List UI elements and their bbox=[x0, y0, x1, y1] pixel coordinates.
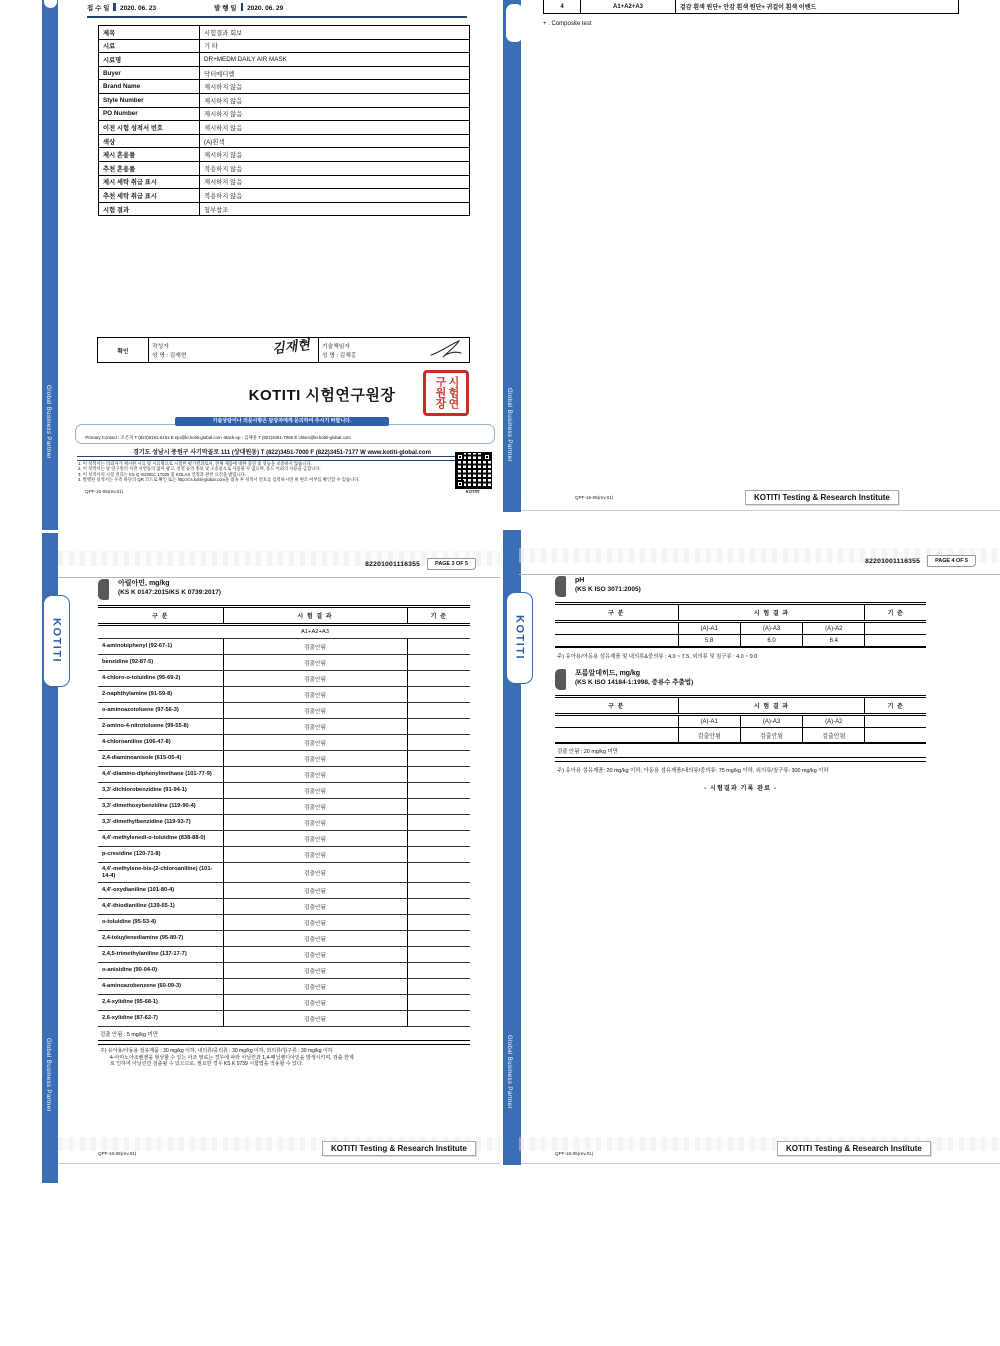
tech-cell bbox=[319, 338, 470, 363]
contact-banner: 기술상담이나 의문사항은 담당자에게 문의하여 주시기 바랍니다. bbox=[175, 417, 389, 426]
writer-signature: 김재현 bbox=[271, 337, 312, 358]
table-row bbox=[98, 639, 470, 655]
kotiti-logo-tab bbox=[43, 595, 70, 687]
table-row bbox=[98, 947, 470, 963]
info-label: 이전 시험 성적서 번호 bbox=[99, 121, 200, 135]
form-code: QPF-16-05(rev.01) bbox=[85, 489, 124, 494]
composite-test-note: + : Composite test bbox=[543, 21, 592, 27]
director-title: KOTITI 시험연구원장 bbox=[248, 387, 396, 404]
standard-cell bbox=[407, 751, 470, 767]
standard-cell bbox=[407, 831, 470, 847]
header-rule bbox=[519, 574, 1000, 575]
table-row bbox=[98, 863, 470, 883]
standard-cell bbox=[407, 687, 470, 703]
substance-name: 4,4'-thiodianiline (139-65-1) bbox=[98, 899, 223, 915]
info-label: 제시 혼용률 bbox=[99, 148, 200, 162]
standard-cell bbox=[407, 915, 470, 931]
test-result: 검출안됨 bbox=[223, 915, 407, 931]
sample-code: A1+A2+A3 bbox=[581, 0, 676, 14]
standard-cell bbox=[407, 883, 470, 899]
test-result: 검출안됨 bbox=[223, 931, 407, 947]
info-row bbox=[99, 134, 470, 148]
sample-desc: 겉감 흰색 원단+ 안감 흰색 원단+ 귀걸이 흰색 이밴드 bbox=[676, 0, 959, 14]
detection-limit-note: 검출 안됨 : 20 mg/kg 미만 bbox=[557, 749, 618, 755]
table-row bbox=[98, 703, 470, 719]
info-label: 추천 혼용률 bbox=[99, 161, 200, 175]
col-result: 시 험 결 과 bbox=[223, 607, 407, 625]
section-title: 아릴아민, mg/kg bbox=[118, 580, 170, 587]
standard-cell bbox=[407, 735, 470, 751]
blue-side-bar bbox=[503, 0, 521, 512]
col-standard: 기 준 bbox=[865, 604, 926, 622]
blue-side-bar bbox=[42, 0, 58, 530]
table-row bbox=[98, 719, 470, 735]
sample-list-table bbox=[543, 0, 959, 14]
test-result: 검출안됨 bbox=[223, 719, 407, 735]
section-marker bbox=[98, 579, 109, 600]
test-result: 검출안됨 bbox=[223, 979, 407, 995]
section-header bbox=[98, 579, 470, 600]
info-label: 시료 bbox=[99, 39, 200, 53]
qr-caption: KOTITI bbox=[465, 489, 480, 494]
footnote: 주) 유아용 섬유제품: 20 mg/kg 이하, 아동용 섬유제품/내의류/중의류: 75 mg/kg 이하, 외의류/침구류: 300 mg/kg 이하 bbox=[557, 768, 829, 774]
substance-name: 4,4'-oxydianiline (101-80-4) bbox=[98, 883, 223, 899]
receipt-date-value: 2020. 06. 23 bbox=[119, 5, 157, 12]
writer-role: 작성자 bbox=[152, 344, 169, 350]
test-result: 검출안됨 bbox=[223, 847, 407, 863]
test-result: 검출안됨 bbox=[803, 728, 865, 744]
qr-position-marker bbox=[456, 453, 464, 461]
substance-name: p-cresidine (120-71-8) bbox=[98, 847, 223, 863]
report-number: 82201001116355 bbox=[865, 557, 921, 565]
substance-name: 4-chloroaniline (106-47-8) bbox=[98, 735, 223, 751]
column-header-row bbox=[98, 607, 470, 625]
substance-name: o-toluidine (95-53-4) bbox=[98, 915, 223, 931]
info-value: 적용하지 않음 bbox=[200, 189, 470, 203]
tech-signature-scribble bbox=[429, 339, 463, 359]
qr-position-marker bbox=[483, 453, 491, 461]
test-result: 검출안됨 bbox=[223, 783, 407, 799]
date-line bbox=[87, 3, 283, 12]
standard-cell bbox=[407, 703, 470, 719]
table-row bbox=[98, 899, 470, 915]
notes-list bbox=[78, 461, 453, 482]
table-row bbox=[98, 995, 470, 1011]
info-label: 제시 세탁 취급 표시 bbox=[99, 175, 200, 189]
col-result: 시 험 결 과 bbox=[678, 604, 865, 622]
test-result: 검출안됨 bbox=[223, 815, 407, 831]
info-label: Style Number bbox=[99, 93, 200, 107]
global-business-partner-label: Global Business Partner bbox=[506, 388, 512, 462]
col-category: 구 분 bbox=[98, 607, 223, 625]
column-header-row bbox=[555, 604, 926, 622]
info-value: 제시하지 않음 bbox=[200, 107, 470, 121]
info-value: 제시하지 않음 bbox=[200, 148, 470, 162]
info-row bbox=[99, 121, 470, 135]
kotiti-logo-tab bbox=[506, 592, 533, 684]
substance-name: benzidine (92-87-5) bbox=[98, 655, 223, 671]
form-code: QPF-16-05(rev.01) bbox=[575, 495, 614, 500]
table-row bbox=[98, 915, 470, 931]
test-result: 검출안됨 bbox=[740, 728, 802, 744]
footnote-line: 주) 유아용/아동용 섬유제품 : 30 mg/kg 이하, 내의류/중의류 : 30 mg/kg 이하, 외의류/침구류 : 30 mg/kg 이하 bbox=[100, 1048, 333, 1055]
section-method: (KS K ISO 3071:2005) bbox=[575, 586, 641, 593]
standard-cell bbox=[407, 899, 470, 915]
table-row bbox=[98, 831, 470, 847]
double-rule bbox=[555, 757, 926, 762]
test-result: 검출안됨 bbox=[223, 863, 407, 883]
form-code: QPF-16-05(rev.01) bbox=[98, 1151, 137, 1156]
sub-header-row bbox=[98, 625, 470, 639]
note-line: 3. 이 성적서의 시험 결과는 KS Q ISO/IEC 17025 및 KOLAS 인정과 관련 요건을 밝힙니다. bbox=[78, 471, 247, 477]
standard-cell bbox=[407, 963, 470, 979]
separator bbox=[241, 3, 244, 11]
section-title: pH bbox=[575, 577, 585, 584]
info-label: 시험 결과 bbox=[99, 202, 200, 216]
substance-name: 2,4-xylidine (95-68-1) bbox=[98, 995, 223, 1011]
end-of-results-note: - 시험결과 기록 완료 - bbox=[704, 785, 777, 792]
column-header-row bbox=[555, 697, 926, 715]
test-result: 검출안됨 bbox=[223, 883, 407, 899]
section-method: (KS K 0147:2015/KS K 0739:2017) bbox=[118, 589, 221, 596]
info-label: 제목 bbox=[99, 26, 200, 40]
table-row bbox=[98, 815, 470, 831]
info-label: 색상 bbox=[99, 134, 200, 148]
substance-name: 3,3'-dichlorobenzidine (91-94-1) bbox=[98, 783, 223, 799]
report-header bbox=[365, 558, 476, 570]
standard-cell bbox=[407, 863, 470, 883]
double-rule bbox=[98, 1040, 470, 1045]
substance-name: 2,6-xylidine (87-62-7) bbox=[98, 1011, 223, 1027]
test-result: 검출안됨 bbox=[223, 751, 407, 767]
cut-tab-remnant bbox=[506, 4, 523, 42]
institute-stamp: KOTITI Testing & Research Institute bbox=[745, 490, 899, 505]
standard-cell bbox=[407, 799, 470, 815]
info-label: Buyer bbox=[99, 66, 200, 80]
writer-cell bbox=[149, 338, 319, 363]
test-result: 검출안됨 bbox=[223, 995, 407, 1011]
standard-cell bbox=[407, 995, 470, 1011]
info-row bbox=[99, 53, 470, 67]
standard-cell bbox=[407, 655, 470, 671]
table-row bbox=[98, 963, 470, 979]
note-line: 1. 이 성적서는 의뢰자가 제시한 시료 및 시료명으로 시험한 평가결과로서, 전체 제품에 대한 품질 및 성능을 보증하지 않습니다. bbox=[78, 461, 312, 466]
substance-name: 2,4,5-trimethylaniline (137-17-7) bbox=[98, 947, 223, 963]
global-business-partner-label: Global Business Partner bbox=[45, 1038, 51, 1112]
report-page-2 bbox=[503, 0, 1000, 512]
test-result: 검출안됨 bbox=[223, 1011, 407, 1027]
section-method: (KS K ISO 14184-1:1998, 증류수 추출법) bbox=[575, 679, 694, 686]
formaldehyde-section bbox=[555, 669, 926, 774]
global-business-partner-label: Global Business Partner bbox=[45, 385, 51, 459]
footer-rule bbox=[521, 510, 1000, 511]
info-value: 적용하지 않음 bbox=[200, 161, 470, 175]
issue-date-label: 발 행 일 bbox=[214, 5, 237, 12]
form-code: QPF-16-05(rev.01) bbox=[555, 1151, 594, 1156]
substance-name: 4-aminoazobenzene (60-09-3) bbox=[98, 979, 223, 995]
substance-name: 2,4-diaminoanisole (615-05-4) bbox=[98, 751, 223, 767]
col-standard: 기 준 bbox=[865, 697, 926, 715]
info-label: 추천 세탁 취급 표시 bbox=[99, 189, 200, 203]
info-value: DR+MEDM DAILY AIR MASK bbox=[200, 53, 470, 67]
test-result: 검출안됨 bbox=[223, 899, 407, 915]
section-header bbox=[555, 576, 926, 597]
specimen-label: (A)-A1 bbox=[678, 715, 740, 728]
table-row bbox=[98, 735, 470, 751]
test-result: 검출안됨 bbox=[223, 767, 407, 783]
info-label: PO Number bbox=[99, 107, 200, 121]
sample-info-table bbox=[98, 25, 470, 216]
arylamine-results-table bbox=[98, 605, 470, 1027]
standard-cell bbox=[407, 931, 470, 947]
info-value: (A)흰색 bbox=[200, 134, 470, 148]
formaldehyde-results-table bbox=[555, 695, 926, 744]
address-rule bbox=[77, 456, 487, 461]
info-row bbox=[99, 93, 470, 107]
kotiti-logo: KOTITI bbox=[513, 615, 526, 661]
info-value: 제시하지 않음 bbox=[200, 93, 470, 107]
report-page-4 bbox=[503, 530, 1000, 1165]
test-result: 검출안됨 bbox=[223, 639, 407, 655]
contact-line: -Primary Contact : 조은지 T (822)6191-6151 E ejo@kr.kotiti-global.com -Back-up : 김채홍 T (822)3451-7066 E chkim@kr.kotiti-global.com bbox=[84, 434, 351, 440]
info-row bbox=[99, 26, 470, 40]
standard-cell bbox=[407, 783, 470, 799]
info-row bbox=[99, 175, 470, 189]
composite-code: A1+A2+A3 bbox=[223, 625, 407, 639]
substance-name: 4,4'-diamino-diphenylmethane (101-77-9) bbox=[98, 767, 223, 783]
info-row bbox=[99, 161, 470, 175]
substance-name: 4,4'-methylene-bis-(2-chloroaniline) (101-14-4) bbox=[98, 863, 223, 883]
info-row bbox=[99, 189, 470, 203]
standard-cell bbox=[407, 979, 470, 995]
report-page-1 bbox=[42, 0, 500, 530]
specimen-label: (A)-A3 bbox=[740, 715, 802, 728]
table-row bbox=[98, 1011, 470, 1027]
tech-name: 성 명 : 김채홍 bbox=[322, 353, 357, 359]
separator bbox=[113, 3, 116, 11]
test-result: 검출안됨 bbox=[223, 703, 407, 719]
section-marker bbox=[555, 576, 566, 597]
col-category: 구 분 bbox=[555, 697, 678, 715]
substance-name: 4-aminobiphenyl (92-67-1) bbox=[98, 639, 223, 655]
tech-role: 기술책임자 bbox=[322, 344, 350, 350]
ph-results-table bbox=[555, 602, 926, 648]
col-category: 구 분 bbox=[555, 604, 678, 622]
ph-value: 6.0 bbox=[740, 635, 802, 648]
info-row bbox=[99, 39, 470, 53]
page-indicator: PAGE 4 OF 5 bbox=[927, 555, 976, 567]
value-row bbox=[555, 728, 926, 744]
info-label: Brand Name bbox=[99, 80, 200, 94]
footnote bbox=[100, 1048, 470, 1067]
footer-rule bbox=[58, 1163, 500, 1164]
report-number: 82201001116355 bbox=[365, 560, 421, 568]
info-value: 닥터메디엠 bbox=[200, 66, 470, 80]
institute-stamp: KOTITI Testing & Research Institute bbox=[777, 1141, 931, 1156]
table-row bbox=[98, 751, 470, 767]
table-row bbox=[98, 671, 470, 687]
test-result: 검출안됨 bbox=[223, 671, 407, 687]
arylamine-table-body bbox=[98, 639, 470, 1027]
specimen-label: (A)-A1 bbox=[678, 622, 740, 635]
cut-tab-remnant bbox=[44, 0, 57, 8]
address-line: 경기도 성남시 중원구 사기막골로 111 (상대원동) T (822)3451-7000 F (822)3451-7177 W www.kotiti-global.com bbox=[133, 450, 431, 456]
official-seal: 시험연구원장 bbox=[423, 370, 469, 416]
table-row bbox=[544, 0, 959, 14]
substance-name: o-anisidine (90-04-0) bbox=[98, 963, 223, 979]
specimen-label: (A)-A2 bbox=[803, 622, 865, 635]
confirmation-table bbox=[97, 337, 470, 363]
info-label: 시료명 bbox=[99, 53, 200, 67]
standard-cell bbox=[407, 815, 470, 831]
issue-date-value: 2020. 06. 29 bbox=[247, 5, 284, 12]
section-title: 포름알데히드, mg/kg bbox=[575, 670, 641, 677]
standard-cell bbox=[407, 639, 470, 655]
section-marker bbox=[555, 669, 566, 690]
global-business-partner-label: Global Business Partner bbox=[506, 1035, 512, 1109]
test-result: 검출안됨 bbox=[223, 831, 407, 847]
qr-code bbox=[455, 452, 492, 489]
substance-name: 2-naphthylamine (91-59-8) bbox=[98, 687, 223, 703]
sub-header-row bbox=[555, 622, 926, 635]
table-row bbox=[98, 687, 470, 703]
test-result: 검출안됨 bbox=[223, 963, 407, 979]
substance-name: 3,3'-dimethylbenzidine (119-93-7) bbox=[98, 815, 223, 831]
test-result: 검출안됨 bbox=[223, 687, 407, 703]
kotiti-logo: KOTITI bbox=[50, 618, 63, 664]
header-rule bbox=[87, 16, 467, 18]
info-row bbox=[99, 80, 470, 94]
institute-stamp: KOTITI Testing & Research Institute bbox=[322, 1141, 476, 1156]
info-value: 기 타 bbox=[200, 39, 470, 53]
note-line: 4. 발행된 성적서는 우측 하단의 QR 코드로 확인 또는 http://cs.kotiti-global.com을 접속 후 성적서 번호를 입력하시면 위 변조 여부를 확인할 수 있습니다. bbox=[78, 476, 360, 482]
note-line: 2. 이 성적서는 당 연구원의 사전 서면동의 없이 광고, 선전 등의 홍보 및 소송용으로 사용될 수 없으며, 용도 이외의 사용을 금합니다. bbox=[78, 466, 321, 472]
specimen-label: (A)-A2 bbox=[803, 715, 865, 728]
info-row bbox=[99, 148, 470, 162]
standard-cell bbox=[407, 947, 470, 963]
test-result: 검출안됨 bbox=[223, 735, 407, 751]
ph-value: 5.8 bbox=[678, 635, 740, 648]
specimen-label: (A)-A3 bbox=[740, 622, 802, 635]
sub-header-row bbox=[555, 715, 926, 728]
table-row bbox=[98, 847, 470, 863]
table-row bbox=[98, 799, 470, 815]
info-row bbox=[99, 202, 470, 216]
info-value: 첨부참조 bbox=[200, 202, 470, 216]
substance-name: 4-chloro-o-toluidine (95-69-2) bbox=[98, 671, 223, 687]
table-row bbox=[98, 883, 470, 899]
table-row bbox=[98, 767, 470, 783]
standard-cell bbox=[407, 719, 470, 735]
value-row bbox=[555, 635, 926, 648]
info-value: 제시하지 않음 bbox=[200, 175, 470, 189]
info-table-body bbox=[99, 26, 470, 216]
substance-name: 3,3'-dimethoxybenzidine (119-90-4) bbox=[98, 799, 223, 815]
table-row bbox=[98, 931, 470, 947]
info-value: 제시하지 않음 bbox=[200, 121, 470, 135]
standard-cell bbox=[407, 767, 470, 783]
writer-name: 성 명 : 김재현 bbox=[152, 353, 187, 359]
col-standard: 기 준 bbox=[407, 607, 470, 625]
test-result: 검출안됨 bbox=[223, 947, 407, 963]
substance-name: o-aminoazotoluene (97-56-3) bbox=[98, 703, 223, 719]
substance-name: 4,4'-methylenedi-o-toluidine (838-88-0) bbox=[98, 831, 223, 847]
substance-name: 2,4-toluylenediamine (95-80-7) bbox=[98, 931, 223, 947]
detection-limit-note: 검출 안됨 : 5 mg/kg 미만 bbox=[100, 1032, 158, 1039]
confirm-label: 확인 bbox=[98, 338, 149, 363]
col-result: 시 험 결 과 bbox=[678, 697, 865, 715]
info-row bbox=[99, 107, 470, 121]
standard-cell bbox=[407, 1011, 470, 1027]
footnote: 주) 유아용/아동용 섬유제품 및 내의류&중의류 : 4.0 ~ 7.5, 외의류 및 침구류 : 4.0 ~ 9.0 bbox=[557, 654, 758, 660]
table-row bbox=[98, 783, 470, 799]
qr-position-marker bbox=[456, 480, 464, 488]
standard-cell bbox=[407, 847, 470, 863]
info-value: 제시하지 않음 bbox=[200, 80, 470, 94]
section-header bbox=[555, 669, 926, 690]
footnote-line: 로 인하여 아닐린만 검출될 수 있으므로, 필요한 경우 KS K 0739 시험법을 적용할 수 있다. bbox=[110, 1061, 304, 1067]
footnote-line: 4-아미노아조벤젠을 형성할 수 있는 아조 염료는 경우에 따라 아닐린과 1,4-페닐렌디아민을 발생시키며, 검출 한계 bbox=[110, 1054, 354, 1061]
info-value: 시험결과 회보 bbox=[200, 26, 470, 40]
header-rule bbox=[58, 577, 500, 578]
page-indicator: PAGE 3 OF 5 bbox=[427, 558, 476, 570]
footer-rule bbox=[521, 1163, 1000, 1164]
test-result: 검출안됨 bbox=[223, 655, 407, 671]
report-header bbox=[865, 555, 976, 567]
contact-box bbox=[75, 424, 495, 444]
report-page-3 bbox=[42, 533, 500, 1183]
test-result: 검출안됨 bbox=[678, 728, 740, 744]
table-row bbox=[98, 979, 470, 995]
table-row bbox=[98, 655, 470, 671]
ph-value: 6.4 bbox=[803, 635, 865, 648]
substance-name: 2-amino-4-nitrotoluene (99-55-8) bbox=[98, 719, 223, 735]
info-row bbox=[99, 66, 470, 80]
sample-no: 4 bbox=[544, 0, 581, 14]
receipt-date-label: 접 수 일 bbox=[87, 5, 110, 12]
ph-section bbox=[555, 576, 926, 660]
test-result: 검출안됨 bbox=[223, 799, 407, 815]
standard-cell bbox=[407, 671, 470, 687]
